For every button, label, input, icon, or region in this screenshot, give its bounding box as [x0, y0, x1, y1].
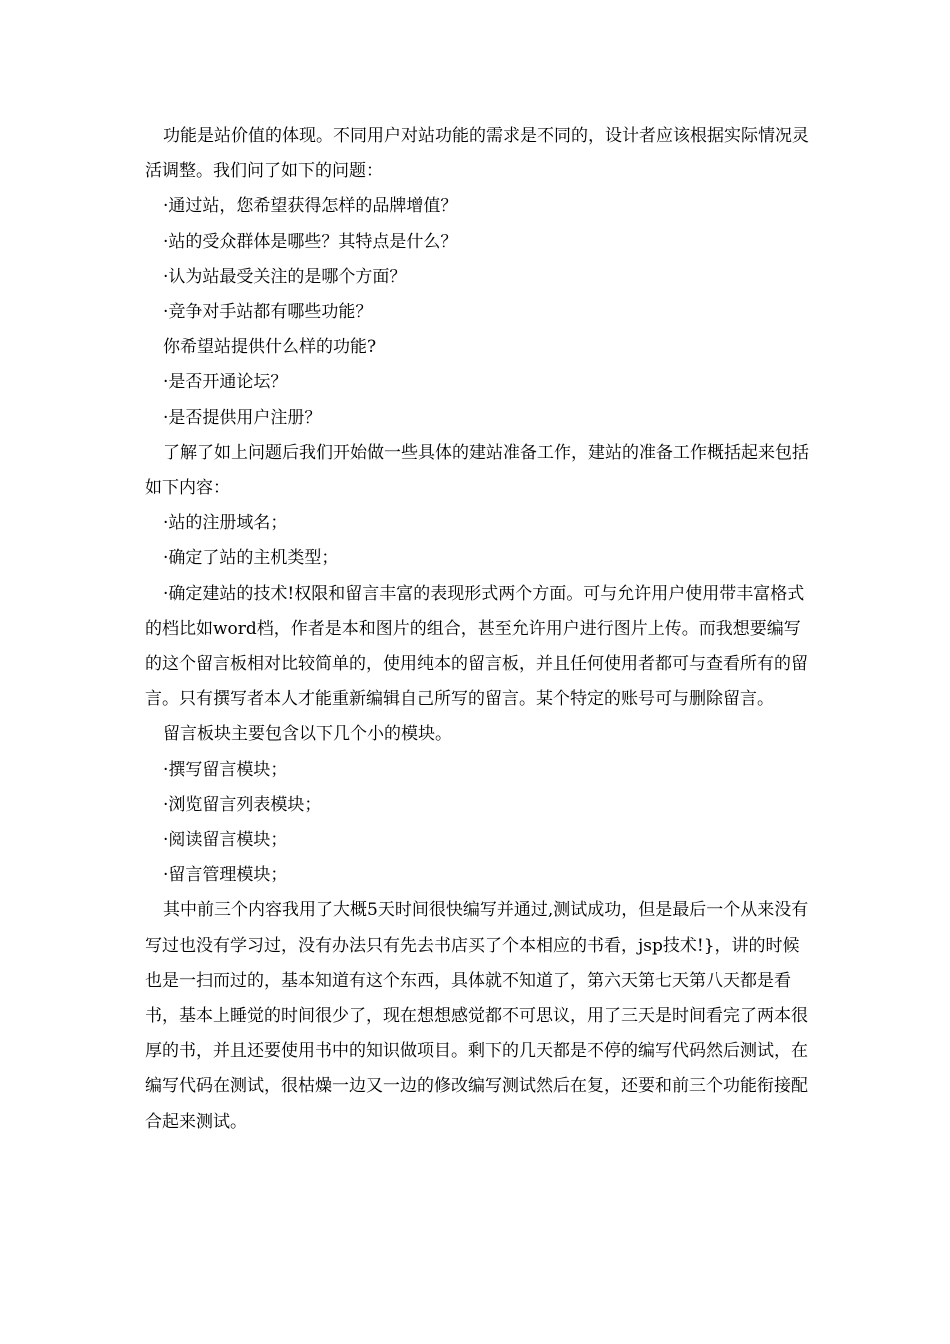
paragraph: 了解了如上问题后我们开始做一些具体的建站准备工作，建站的准备工作概括起来包括如下内容： — [145, 442, 809, 499]
bullet-item: ·撰写留言模块； — [163, 759, 288, 780]
paragraph: 功能是站价值的体现。不同用户对站功能的需求是不同的，设计者应该根据实际情况灵活调整。我们问了如下的问题： — [145, 126, 809, 182]
bullet-item: ·是否提供用户注册？ — [163, 407, 322, 428]
paragraph: 留言板块主要包含以下几个小的模块。 — [163, 724, 452, 745]
bullet-item: ·站的注册域名； — [163, 513, 288, 534]
bullet-item: ·留言管理模块； — [163, 865, 288, 886]
bullet-item: ·竞争对手站都有哪些功能？ — [163, 302, 373, 323]
bullet-item: ·浏览留言列表模块； — [163, 794, 322, 815]
bullet-item: ·是否开通论坛？ — [163, 372, 288, 393]
bullet-item: ·确定了站的主机类型； — [163, 548, 339, 569]
bullet-item: ·认为站最受关注的是哪个方面？ — [163, 266, 407, 287]
bullet-item: ·通过站，您希望获得怎样的品牌增值？ — [163, 196, 458, 217]
bullet-item: ·确定建站的技术!权限和留言丰富的表现形式两个方面。可与允许用户使用带丰富格式的档比如word档，作者是本和图片的组合，甚至允许用户进行图片上传。而我想要编写的这个留言板相对比较简单的，使用纯本的留言板，并且任何使用者都可与查看所有的留言。只有撰写者本人才能重新编辑自己所写的留言。某个特定的账号可与删除留言。 — [145, 583, 808, 710]
paragraph: 其中前三个内容我用了大概5天时间很快编写并通过,测试成功，但是最后一个从来没有写过也没有学习过，没有办法只有先去书店买了个本相应的书看，jsp技术!}，讲的时候也是一扫而过的，基本知道有这个东西，具体就不知道了，第六天第七天第八天都是看书，基本上睡觉的时间很少了，现在想想感觉都不可思议，用了三天是时间看完了两本很厚的书，并且还要使用书中的知识做项目。剩下的几天都是不停的编写代码然后测试，在编写代码在测试，很枯燥一边又一边的修改编写测试然后在复，还要和前三个功能衔接配合起来测试。 — [145, 900, 809, 1132]
bullet-item: ·阅读留言模块； — [163, 830, 288, 851]
paragraph: 你希望站提供什么样的功能? — [163, 337, 377, 358]
document-body — [145, 119, 810, 1140]
bullet-item: ·站的受众群体是哪些？其特点是什么？ — [163, 231, 458, 252]
